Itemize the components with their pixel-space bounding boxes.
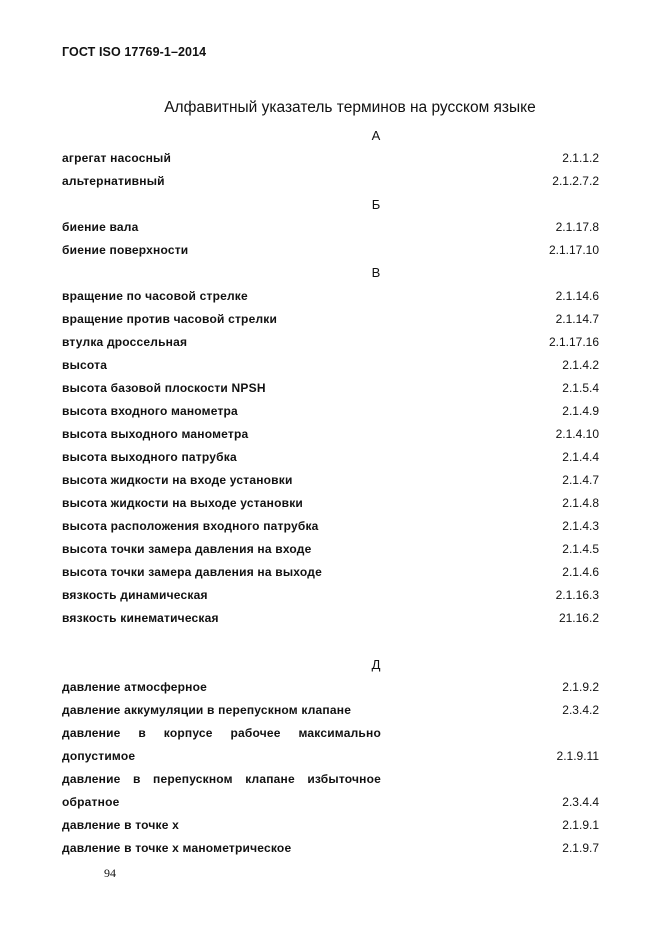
entry-term: высота базовой плоскости NPSH	[62, 381, 266, 395]
entry-ref: 2.1.9.2	[562, 680, 599, 694]
entry-ref: 2.1.17.16	[548, 335, 599, 349]
entry-ref: 2.1.2.7.2	[552, 174, 599, 188]
term-word: рабочее	[230, 726, 281, 740]
index-entry	[62, 427, 599, 445]
entry-term: давление в точке x манометрическое	[62, 841, 292, 855]
entry-ref: 2.3.4.4	[562, 795, 599, 809]
index-entry	[62, 312, 599, 330]
entry-term: высота входного манометра	[62, 404, 238, 418]
entry-term: втулка дроссельная	[62, 335, 188, 349]
term-word: корпусе	[163, 726, 213, 740]
entry-ref: 2.1.4.3	[562, 519, 599, 533]
section-letter: В	[371, 265, 381, 280]
entry-term-line1	[62, 726, 381, 740]
term-word: клапане	[245, 772, 295, 786]
entry-ref: 2.1.14.6	[555, 289, 599, 303]
index-entry	[62, 841, 599, 859]
index-entry-continued	[62, 726, 599, 744]
entry-ref: 2.1.4.2	[562, 358, 599, 372]
index-entry	[62, 818, 599, 836]
index-entry	[62, 335, 599, 353]
entry-ref: 2.1.17.10	[548, 243, 599, 257]
index-entry	[62, 404, 599, 422]
entry-term: высота	[62, 358, 108, 372]
entry-term: давление аккумуляции в перепускном клапане	[62, 703, 352, 717]
entry-term: высота точки замера давления на выходе	[62, 565, 322, 579]
term-word: избыточное	[307, 772, 381, 786]
entry-term: высота жидкости на выходе установки	[62, 496, 303, 510]
term-word: максимально	[298, 726, 381, 740]
section-letter: А	[371, 128, 381, 143]
entry-term-line2: обратное	[62, 795, 120, 809]
entry-term: вращение по часовой стрелке	[62, 289, 248, 303]
term-word: в	[133, 772, 141, 786]
page-number: 94	[104, 866, 116, 880]
document-header: ГОСТ ISO 17769-1–2014	[62, 45, 207, 59]
index-entry	[62, 473, 599, 491]
section-letter: Б	[371, 197, 381, 212]
entry-term: вращение против часовой стрелки	[62, 312, 278, 326]
index-entry	[62, 565, 599, 583]
entry-term: альтернативный	[62, 174, 165, 188]
entry-term: высота выходного патрубка	[62, 450, 237, 464]
index-entry	[62, 450, 599, 468]
entry-term: вязкость кинематическая	[62, 611, 219, 625]
entry-term: высота расположения входного патрубка	[62, 519, 319, 533]
entry-ref: 2.1.4.10	[555, 427, 599, 441]
entry-ref: 2.1.4.7	[562, 473, 599, 487]
entry-ref: 2.1.4.6	[562, 565, 599, 579]
index-entry	[62, 611, 599, 629]
index-entry	[62, 496, 599, 514]
index-entry	[62, 588, 599, 606]
entry-term: давление в точке x	[62, 818, 179, 832]
index-entry	[62, 795, 599, 813]
entry-term-line2: допустимое	[62, 749, 136, 763]
entry-term: биение поверхности	[62, 243, 189, 257]
entry-ref: 2.1.17.8	[555, 220, 599, 234]
entry-term: агрегат насосный	[62, 151, 172, 165]
term-word: давление	[62, 726, 121, 740]
page-title: Алфавитный указатель терминов на русском языке	[164, 99, 536, 116]
entry-ref: 2.1.9.1	[562, 818, 599, 832]
entry-ref: 2.1.9.7	[562, 841, 599, 855]
entry-ref: 2.1.14.7	[555, 312, 599, 326]
entry-ref: 2.1.4.8	[562, 496, 599, 510]
index-entry	[62, 174, 599, 192]
index-entry	[62, 749, 599, 767]
entry-ref: 2.1.1.2	[562, 151, 599, 165]
term-word: давление	[62, 772, 121, 786]
index-entry	[62, 151, 599, 169]
entry-term: высота выходного манометра	[62, 427, 249, 441]
index-entry	[62, 220, 599, 238]
index-entry	[62, 358, 599, 376]
index-entry	[62, 289, 599, 307]
index-entry	[62, 243, 599, 261]
entry-ref: 2.1.5.4	[562, 381, 599, 395]
entry-term: высота жидкости на входе установки	[62, 473, 293, 487]
index-entry-continued	[62, 772, 599, 790]
index-entry	[62, 381, 599, 399]
entry-term: высота точки замера давления на входе	[62, 542, 312, 556]
term-word: в	[138, 726, 146, 740]
index-entry	[62, 703, 599, 721]
entry-ref: 2.3.4.2	[562, 703, 599, 717]
term-word: перепускном	[153, 772, 233, 786]
entry-ref: 2.1.4.5	[562, 542, 599, 556]
entry-term: вязкость динамическая	[62, 588, 208, 602]
index-entry	[62, 519, 599, 537]
entry-ref: 2.1.4.4	[562, 450, 599, 464]
entry-ref: 2.1.16.3	[555, 588, 599, 602]
section-letter: Д	[371, 657, 381, 672]
entry-term: давление атмосферное	[62, 680, 207, 694]
index-entry	[62, 680, 599, 698]
entry-ref: 2.1.9.11	[556, 749, 599, 763]
entry-term: биение вала	[62, 220, 139, 234]
entry-ref: 2.1.4.9	[562, 404, 599, 418]
entry-ref: 21.16.2	[558, 611, 599, 625]
index-entry	[62, 542, 599, 560]
entry-term-line1	[62, 772, 381, 786]
